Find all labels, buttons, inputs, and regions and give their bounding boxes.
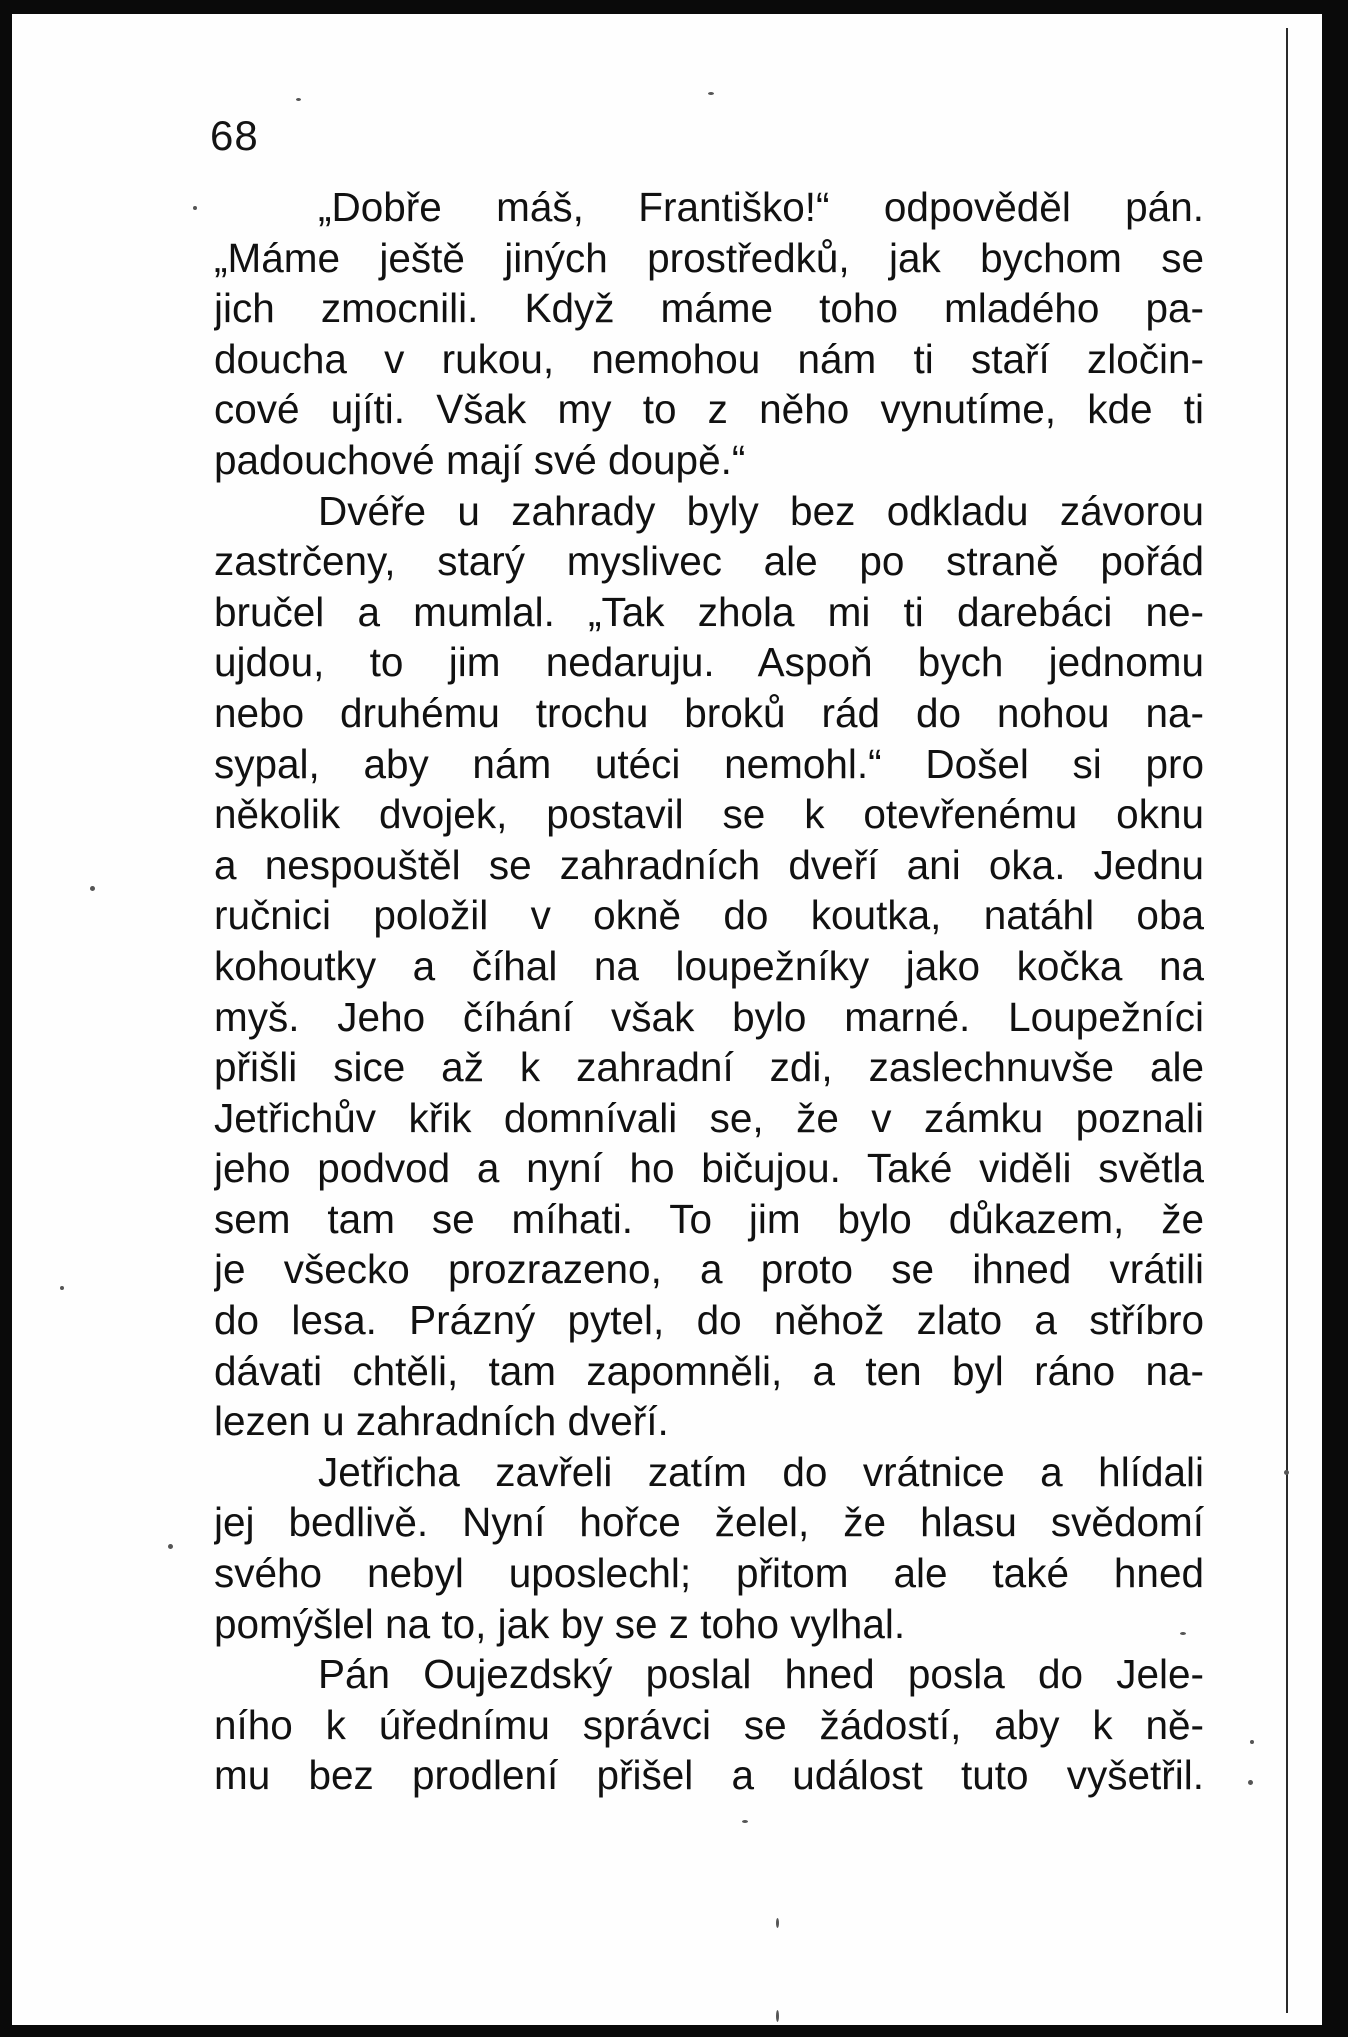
text-line: dávati chtěli, tam zapomněli, a ten byl ráno na- (214, 1347, 1204, 1394)
text-line: zastrčeny, starý myslivec ale po straně pořád (214, 538, 1204, 585)
scan-speck (1180, 1632, 1186, 1635)
page-edge-rule (1286, 28, 1288, 2013)
scan-speck (1248, 1780, 1253, 1785)
text-line: Pán Oujezdský poslal hned posla do Jele- (318, 1651, 1204, 1698)
text-line: Jetřichův křik domnívali se, že v zámku poznali (214, 1094, 1204, 1141)
text-line: mu bez prodlení přišel a událost tuto vyšetřil. (214, 1752, 1204, 1799)
text-line: padouchové mají své doupě.“ (214, 436, 746, 483)
text-line: nebo druhému trochu broků rád do nohou na- (214, 689, 1204, 736)
text-line: do lesa. Prázný pytel, do něhož zlato a stříbro (214, 1297, 1204, 1344)
scan-speck (296, 98, 301, 101)
text-line: bručel a mumlal. „Tak zhola mi ti darebáci ne- (214, 588, 1204, 635)
page-number: 68 (210, 112, 259, 159)
scan-speck (60, 1286, 64, 1290)
text-line: cové ujíti. Však my to z něho vynutíme, kde ti (214, 386, 1204, 433)
text-line: ního k úřednímu správci se žádostí, aby k ně- (214, 1701, 1204, 1748)
text-line: Dvéře u zahrady byly bez odkladu závorou (318, 487, 1204, 534)
text-line: a nespouštěl se zahradních dveří ani oka. Jednu (214, 841, 1204, 888)
scan-speck (776, 2010, 779, 2022)
text-line: svého nebyl uposlechl; přitom ale také hned (214, 1550, 1204, 1597)
text-line: „Dobře máš, Františko!“ odpověděl pán. (318, 184, 1204, 230)
text-line: Jetřicha zavřeli zatím do vrátnice a hlídali (318, 1448, 1204, 1495)
text-line: lezen u zahradních dveří. (214, 1398, 669, 1445)
text-line: sem tam se míhati. To jim bylo důkazem, že (214, 1195, 1204, 1242)
scan-speck (742, 1820, 748, 1823)
text-line: přišli sice až k zahradní zdi, zaslechnuvše ale (214, 1044, 1204, 1091)
scan-speck (193, 206, 197, 210)
text-line: jeho podvod a nyní ho bičujou. Také viděli světla (214, 1145, 1204, 1192)
text-line: několik dvojek, postavil se k otevřenému oknu (214, 791, 1204, 838)
text-line: ujdou, to jim nedaruju. Aspoň bych jednomu (214, 639, 1204, 686)
text-line: jej bedlivě. Nyní hořce želel, že hlasu svědomí (214, 1499, 1204, 1546)
text-line: ručnici položil v okně do koutka, natáhl oba (214, 892, 1204, 939)
text-line: sypal, aby nám utéci nemohl.“ Došel si pro (214, 740, 1204, 787)
text-line: doucha v rukou, nemohou nám ti staří zločin- (214, 335, 1204, 382)
scan-speck (776, 1918, 779, 1928)
scan-speck (1284, 1470, 1289, 1475)
text-line: myš. Jeho číhání však bylo marné. Loupežníci (214, 993, 1204, 1040)
text-line: „Máme ještě jiných prostředků, jak bychom se (214, 234, 1204, 281)
text-line: pomýšlel na to, jak by se z toho vylhal. (214, 1600, 906, 1647)
text-line: je všecko prozrazeno, a proto se ihned vrátili (214, 1246, 1204, 1293)
text-line: jich zmocnili. Když máme toho mladého pa- (214, 285, 1204, 332)
scan-speck (1250, 1740, 1254, 1744)
scan-speck (168, 1544, 173, 1549)
scan-speck (708, 92, 714, 95)
text-line: kohoutky a číhal na loupežníky jako kočka na (214, 942, 1204, 989)
body-text (214, 182, 1204, 1801)
scan-speck (90, 886, 95, 891)
